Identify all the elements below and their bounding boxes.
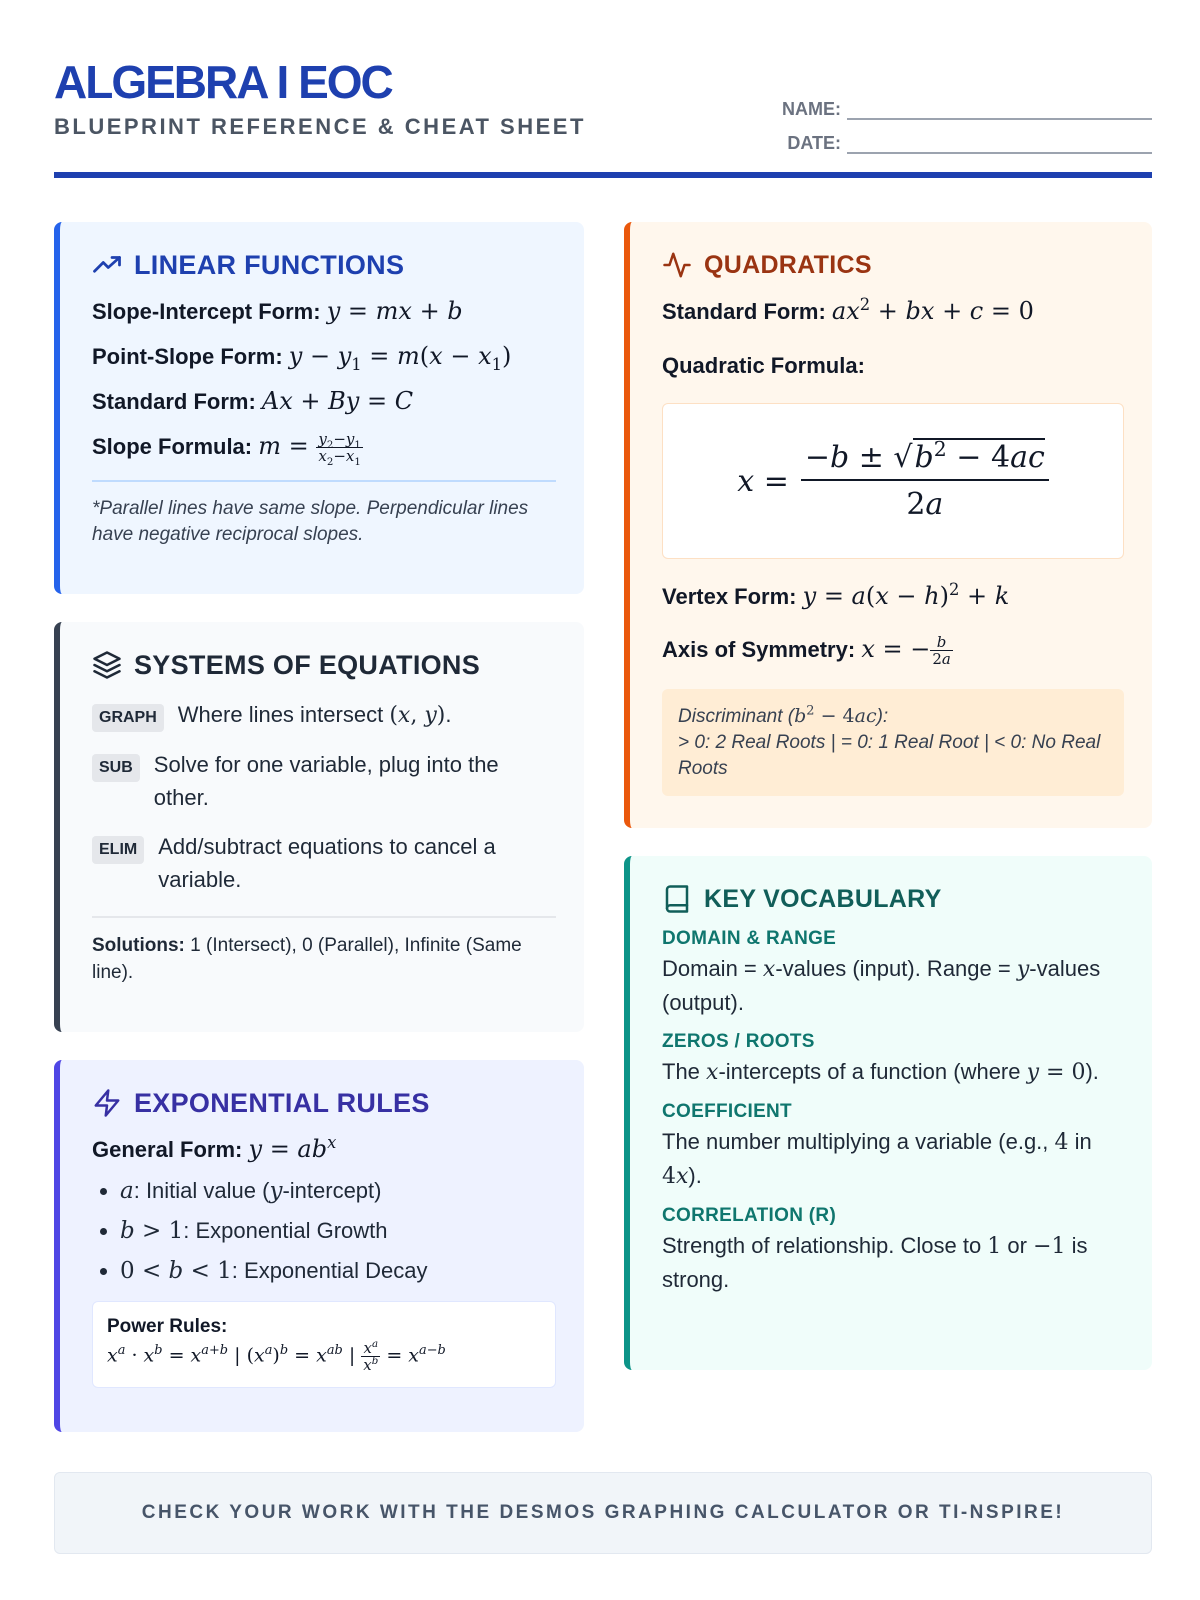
exponential-heading [92, 1086, 556, 1120]
general-form-row [92, 1134, 556, 1165]
sub-tag: SUB [92, 754, 140, 782]
quadratics-card [624, 222, 1152, 828]
vocab-term-coefficient: COEFFICIENT [662, 1101, 792, 1122]
list-item: • a: Initial value (y-intercept) [120, 1171, 556, 1211]
exponential-list [92, 1171, 556, 1291]
vocab-term-zeros: ZEROS / ROOTS [662, 1031, 815, 1052]
vertex-form-row [662, 581, 1124, 612]
point-slope-label: Point-Slope Form: [92, 344, 283, 369]
power-rules-label: Power Rules: [107, 1316, 228, 1337]
slope-intercept-formula: y = mx + b [326, 297, 463, 325]
elim-tag: ELIM [92, 836, 144, 864]
systems-card [54, 622, 584, 1032]
zap-icon [92, 1088, 122, 1118]
vocab-def-coefficient: The number multiplying a variable (e.g., 4 in 4x). [662, 1129, 1092, 1189]
book-icon [662, 884, 692, 914]
solutions-text: 1 (Intersect), 0 (Parallel), Infinite (Same line). [92, 935, 522, 983]
linear-title: LINEAR FUNCTIONS [134, 250, 405, 280]
elim-desc: Add/subtract equations to cancel a variable. [158, 834, 496, 892]
footer-banner: CHECK YOUR WORK WITH THE DESMOS GRAPHING CALCULATOR OR TI-NSPIRE! [54, 1472, 1152, 1554]
activity-icon [662, 250, 692, 280]
point-slope-formula: $y - y_1 = m(x - x_1)$ [288, 342, 512, 374]
vocab-def-domain-range: Domain = x-values (input). Range = y-values (output). [662, 956, 1101, 1015]
standard-form-formula: Ax + By = C [261, 387, 414, 415]
date-line[interactable] [847, 132, 1152, 154]
slope-intercept-row [92, 296, 556, 327]
standard-form-label: Standard Form: [92, 389, 256, 414]
quad-formula-label: Quadratic Formula: [662, 353, 865, 378]
slope-formula-label: Slope Formula: [92, 434, 253, 459]
axis-symmetry-formula: x = − $\frac{b}{2a}$ [861, 633, 951, 668]
name-date-fields [772, 86, 1152, 154]
quadratic-formula-box [662, 403, 1124, 559]
exponential-card [54, 1060, 584, 1432]
list-item: • 0 < b < 1: Exponential Decay [120, 1251, 556, 1291]
quad-formula-row [662, 351, 1124, 381]
discriminant-label: Discriminant $(b^2 - 4ac)$: [678, 703, 889, 727]
solutions-label: Solutions: [92, 935, 185, 956]
name-label: NAME: [782, 99, 841, 119]
point-slope-row [92, 341, 556, 372]
trending-up-icon [92, 250, 122, 280]
vertex-form-formula: $y = a(x - h)^2 + k$ [802, 580, 1010, 610]
power-rules-box [92, 1301, 556, 1388]
quadratic-formula: x = $\frac{-b \pm √b^2 - 4ac}{2a}$ [737, 440, 1049, 522]
axis-symmetry-row [662, 634, 1124, 667]
vocabulary-card [624, 856, 1152, 1370]
page-subtitle: BLUEPRINT REFERENCE & CHEAT SHEET [54, 114, 586, 139]
vocab-term-domain-range: DOMAIN & RANGE [662, 928, 837, 949]
list-item: • b > 1: Exponential Growth [120, 1211, 556, 1251]
page-header [54, 56, 1152, 178]
vocabulary-heading [662, 882, 1124, 916]
date-field[interactable] [772, 120, 1152, 154]
sub-method [92, 748, 556, 814]
slope-formula-row [92, 430, 556, 468]
graph-tag: GRAPH [92, 704, 164, 732]
layers-icon [92, 650, 122, 680]
vocab-def-zeros: The x-intercepts of a function (where y = 0). [662, 1059, 1099, 1085]
quadratics-heading [662, 248, 1124, 282]
page-title: ALGEBRA I EOC [54, 56, 392, 108]
general-form-formula: $y = ab^x$ [248, 1133, 337, 1163]
date-label: DATE: [787, 133, 841, 153]
axis-symmetry-label: Axis of Symmetry: [662, 637, 856, 662]
slope-formula: m = $\frac{y_2-y_1}{x_2-x_1}$ [258, 430, 361, 468]
quad-standard-label: Standard Form: [662, 299, 826, 324]
graph-desc: Where lines intersect (x, y). [177, 702, 452, 728]
name-field[interactable] [772, 86, 1152, 120]
name-line[interactable] [847, 98, 1152, 120]
graph-method [92, 698, 556, 732]
exponential-title: EXPONENTIAL RULES [134, 1088, 430, 1118]
standard-form-row [92, 386, 556, 417]
linear-functions-card [54, 222, 584, 594]
parallel-note: *Parallel lines have same slope. Perpendicular lines have negative reciprocal slopes. [92, 480, 556, 548]
discriminant-text: > 0: 2 Real Roots | = 0: 1 Real Root | < 0: No Real Roots [678, 732, 1101, 779]
vertex-form-label: Vertex Form: [662, 584, 797, 609]
quad-standard-formula: $ax^2$ + bx + c = 0 [831, 295, 1034, 325]
systems-heading [92, 648, 556, 682]
quad-standard-row [662, 296, 1124, 327]
discriminant-box [662, 689, 1124, 796]
elim-method [92, 830, 556, 896]
vocab-term-correlation: CORRELATION (R) [662, 1205, 837, 1226]
quadratics-title: QUADRATICS [704, 251, 872, 279]
systems-title: SYSTEMS OF EQUATIONS [134, 650, 481, 680]
solutions-note [92, 916, 556, 986]
slope-intercept-label: Slope-Intercept Form: [92, 299, 321, 324]
general-form-label: General Form: [92, 1137, 243, 1162]
sub-desc: Solve for one variable, plug into the other. [153, 752, 499, 810]
vocabulary-title: KEY VOCABULARY [704, 885, 942, 913]
power-rules-formulas: $x^a \cdot x^b = x^{a+b}$ | $(x^a)^b = x^{ab}$ | $\frac{x^a}{x^b}$ = $x^{a-b}$ [107, 1339, 446, 1374]
linear-heading [92, 248, 556, 282]
vocab-def-correlation: Strength of relationship. Close to 1 or −1 is strong. [662, 1233, 1088, 1292]
